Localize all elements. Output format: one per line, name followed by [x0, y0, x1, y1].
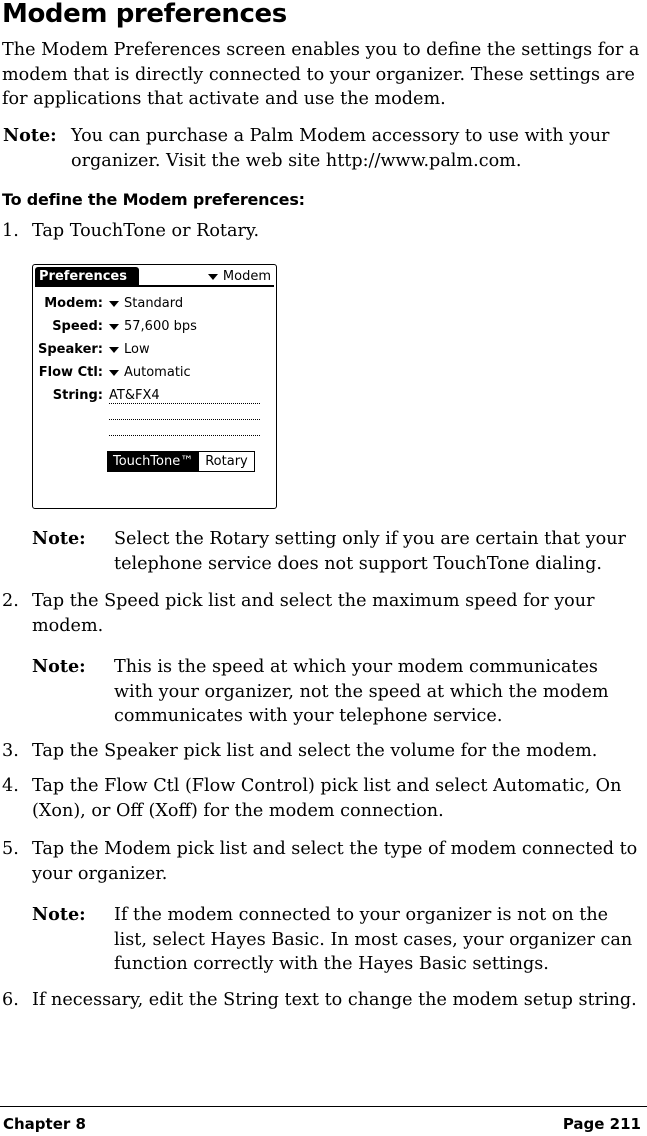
step-6	[2, 988, 642, 1013]
step-text: Tap the Speaker pick list and select the volume for the modem.	[32, 741, 598, 761]
palm-rotary-button[interactable]: Rotary	[198, 452, 254, 471]
step-number: 4.	[2, 776, 19, 796]
step-text: Tap TouchTone or Rotary.	[32, 221, 260, 241]
step-text: Tap the Flow Ctl (Flow Control) pick list and select Automatic, On (Xon), or Off (Xoff) for the modem connection.	[32, 776, 622, 821]
note-text: You can purchase a Palm Modem accessory to use with your organizer. Visit the web site http://www.palm.com.	[71, 126, 610, 171]
note-hayes	[32, 903, 642, 977]
palm-string-line	[109, 419, 260, 420]
palm-speed-row	[33, 318, 273, 336]
palm-string-input[interactable]: AT&FX4	[109, 388, 160, 403]
palm-field-value: Automatic	[124, 365, 191, 380]
step-text: Tap the Speed pick list and select the maximum speed for your modem.	[32, 591, 595, 636]
footer-page-number: Page 211	[562, 1115, 641, 1133]
note-label: Note:	[32, 656, 86, 677]
note-rotary	[32, 527, 642, 576]
note-speed	[32, 655, 642, 729]
procedure-heading: To define the Modem preferences:	[2, 190, 305, 209]
palm-string-line	[109, 403, 260, 404]
palm-field-label: Speed:	[52, 319, 103, 334]
step-text: Tap the Modem pick list and select the type of modem connected to your organizer.	[32, 839, 638, 884]
note-label: Note:	[32, 528, 86, 549]
step-number: 5.	[2, 839, 19, 859]
triangle-down-icon	[208, 274, 218, 280]
note-text: If the modem connected to your organizer is not on the list, select Hayes Basic. In most cases, your organizer can function correctly with the Hayes Basic settings.	[114, 905, 633, 974]
note-text: This is the speed at which your modem communicates with your organizer, not the speed at which the modem communicates with your telephone service.	[114, 657, 609, 726]
palm-field-value: Low	[124, 342, 150, 357]
step-1	[2, 219, 642, 244]
palm-string-line	[109, 435, 260, 436]
triangle-down-icon	[109, 301, 119, 307]
step-5	[2, 837, 642, 886]
footer-chapter: Chapter 8	[3, 1115, 86, 1133]
step-3	[2, 739, 642, 764]
triangle-down-icon	[109, 324, 119, 330]
step-number: 2.	[2, 591, 19, 611]
step-number: 3.	[2, 741, 19, 761]
palm-speed-picker[interactable]	[109, 318, 197, 336]
palm-field-label: String:	[52, 388, 103, 403]
palm-field-label: Speaker:	[38, 342, 103, 357]
step-number: 6.	[2, 990, 19, 1010]
page-title: Modem preferences	[2, 0, 287, 29]
palm-category-label: Modem	[222, 269, 271, 284]
note-label: Note:	[32, 904, 86, 925]
step-2	[2, 589, 642, 638]
palm-modem-picker[interactable]	[109, 295, 183, 313]
palm-speaker-picker[interactable]	[109, 341, 150, 359]
note-label: Note:	[3, 125, 57, 146]
palm-modem-row	[33, 295, 273, 313]
palm-field-value: Standard	[124, 296, 184, 311]
palm-field-label: Flow Ctl:	[38, 365, 103, 380]
palm-field-label: Modem:	[44, 296, 103, 311]
palm-touchtone-button[interactable]: TouchTone™	[108, 452, 198, 471]
footer-divider	[0, 1106, 647, 1107]
triangle-down-icon	[109, 370, 119, 376]
palm-flow-row	[33, 364, 273, 382]
step-4	[2, 774, 642, 823]
note-top	[3, 124, 643, 173]
palm-category-picker[interactable]	[208, 267, 271, 286]
step-number: 1.	[2, 221, 19, 241]
palm-field-value: 57,600 bps	[124, 319, 197, 334]
intro-paragraph: The Modem Preferences screen enables you to define the settings for a modem that is directly connected to your organizer. These settings are for applications that activate and use the modem.	[2, 40, 640, 109]
palm-modem-preferences-screen	[32, 264, 277, 509]
note-text: Select the Rotary setting only if you are certain that your telephone service does not support TouchTone dialing.	[114, 529, 626, 574]
palm-title: Preferences	[35, 267, 139, 286]
palm-dial-selector	[107, 451, 255, 472]
palm-speaker-row	[33, 341, 273, 359]
triangle-down-icon	[109, 347, 119, 353]
palm-flow-picker[interactable]	[109, 364, 191, 382]
step-text: If necessary, edit the String text to change the modem setup string.	[32, 990, 637, 1010]
